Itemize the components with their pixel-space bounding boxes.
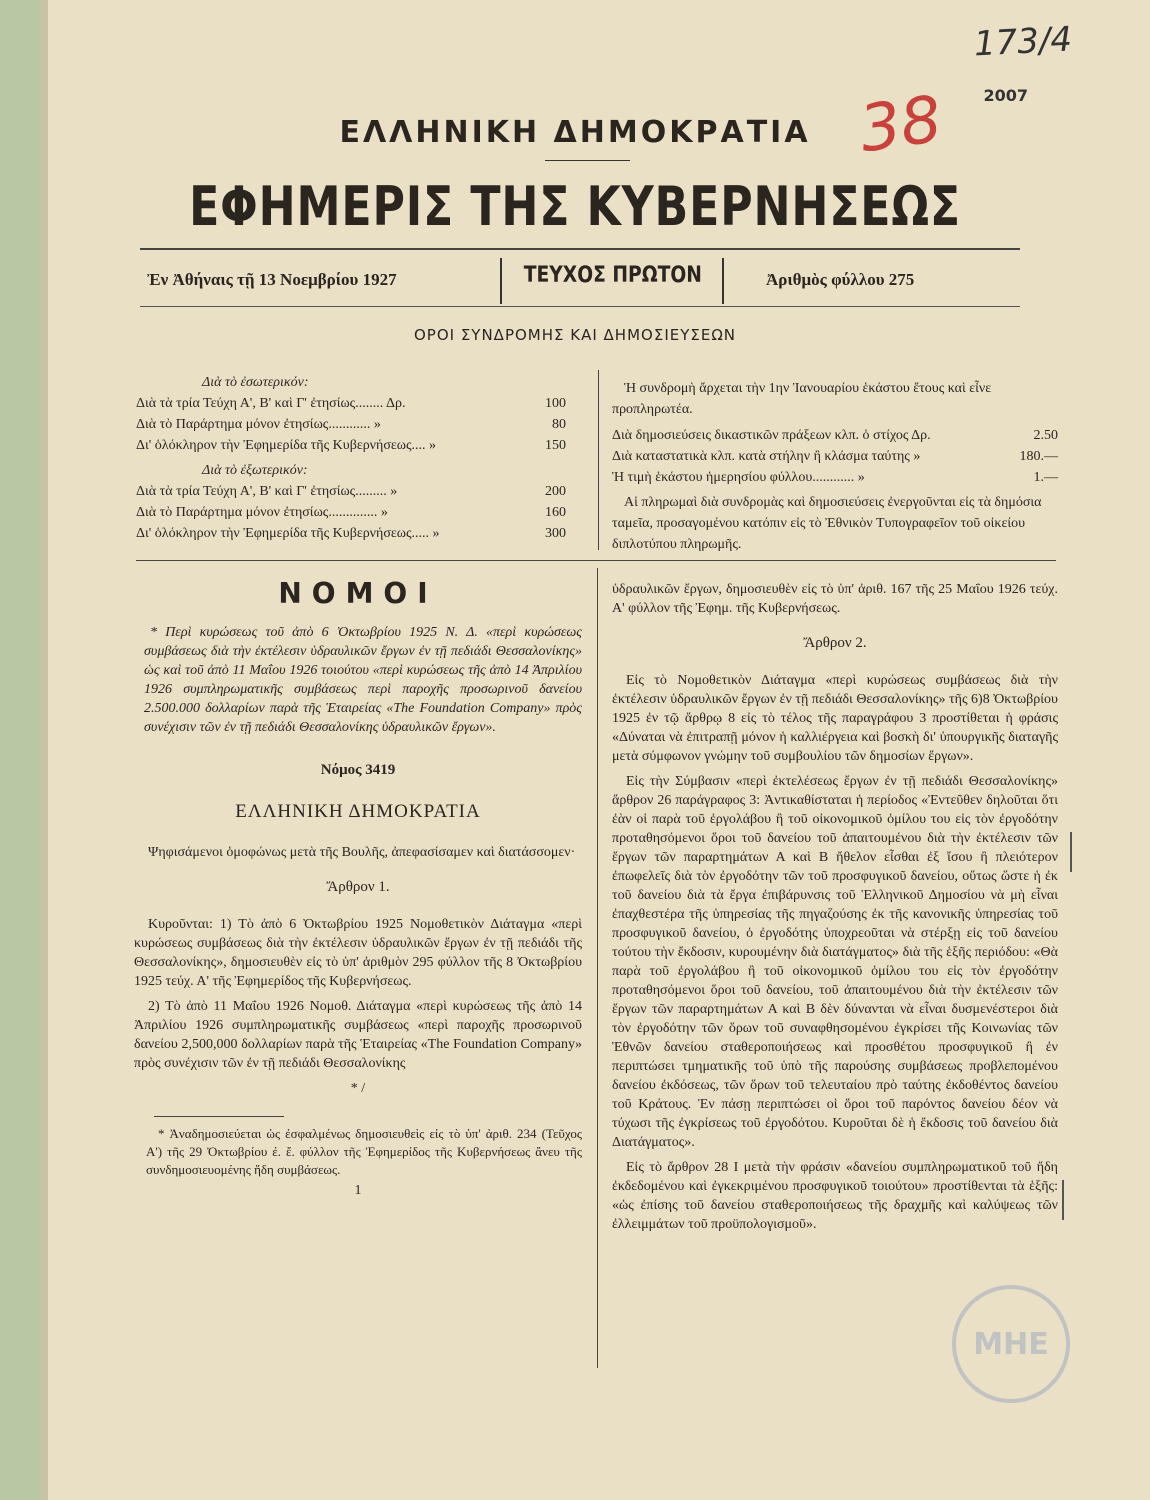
footnote: * Ἀναδημοσιεύεται ὡς ἐσφαλμένως δημοσιευθεὶς εἰς τὸ ὑπ' ἀριθ. 234 (Τεῦχος Α') τῆς 29 Ὀκτωβρίου ἐ. ἔ. φύλλον τῆς Ἐφημερίδος τῆς Κυβερνήσεως ἄνευ τῆς συνδημοσιευομένης ἤδη συμβάσεως. [146, 1126, 582, 1177]
terms-intro: Ἡ συνδρομὴ ἄρχεται τὴν 1ην Ἰανουαρίου ἑκάστου ἔτους καὶ εἶνε προπληρωτέα. [612, 381, 992, 417]
rate-label: Δι' ὁλόκληρον τὴν Ἐφημερίδα τῆς Κυβερνήσεως..... » [136, 526, 440, 541]
foreign-heading: Διὰ τὸ ἐξωτερικόν: [202, 463, 308, 478]
article-paragraph: Εἰς τὸ Νομοθετικὸν Διάταγμα «περὶ κυρώσεως συμβάσεως διὰ τὴν ἐκτέλεσιν ὑδραυλικῶν ἔργων ἐν τῇ πεδιάδι Θεσσαλονίκης» τῆς 6)8 Ὀκτωβρίου 1925 ἐν τῷ ἄρθρῳ 8 εἰς τὸ τέλος τῆς παραγράφου 3 προστίθεται ἡ φράσις «Δύναται νὰ ἐπιτραπῇ μόνον ἡ καλλιέργεια καὶ βοσκὴ δι' ὑπουργικῆς διαταγῆς μετὰ σύμφωνον γνώμην τοῦ συμβουλίου τῶν δημοσίων ἔργων». [612, 673, 1058, 764]
sheet-number: Ἀριθμὸς φύλλου 275 [766, 270, 915, 289]
fee-value: 180.— [1019, 449, 1058, 464]
rate-value: 150 [545, 438, 566, 453]
fee-row [612, 425, 1058, 446]
rate-label: Διὰ τὰ τρία Τεύχη Α', Β' καὶ Γ' ἐτησίως........ Δρ. [136, 396, 406, 411]
publication-terms [612, 378, 1058, 560]
column-divider [597, 568, 598, 1368]
article-paragraph: Κυροῦνται: 1) Τὸ ἀπὸ 6 Ὀκτωβρίου 1925 Νομοθετικὸν Διάταγμα «περὶ κυρώσεως συμβάσεως διὰ τὴν ἐκτέλεσιν ὑδραυλικῶν ἔργων ἐν τῇ πεδιάδι τῆς Θεσσαλονίκης», δημοσιευθὲν εἰς τὸ ὑπ' ἀριθμὸν 295 φύλλον τῆς 8 Ὀκτωβρίου 1925 τεύχ. Α' τῆς Ἐφημερίδος τῆς Κυβερνήσεως. [134, 917, 582, 989]
republic-heading: ΕΛΛΗΝΙΚΗ ΔΗΜΟΚΡΑΤΙΑ [339, 115, 811, 150]
archive-watermark-stamp: ΜΗΕ [952, 1285, 1070, 1403]
rate-row [136, 435, 566, 456]
fee-value: 2.50 [1033, 428, 1058, 443]
fee-value: 1.— [1033, 470, 1058, 485]
rate-row [136, 502, 566, 523]
rate-value: 200 [545, 484, 566, 499]
article-paragraph: 2) Τὸ ἀπὸ 11 Μαΐου 1926 Νομοθ. Διάταγμα «περὶ κυρώσεως τῆς ἀπὸ 14 Ἀπριλίου 1926 συμπληρωματικῆς συμβάσεως «περὶ παροχῆς προσωρινοῦ δανείου 2,500,000 δολλαρίων παρὰ τῆς Ἑταιρείας «The Foundation Company» πρὸς συνέχισιν τῶν ἐν τῇ πεδιάδι Θεσσαλονίκης [134, 999, 582, 1071]
rate-label: Διὰ τὸ Παράρτημα μόνον ἐτησίως.............. » [136, 505, 388, 520]
rate-value: 100 [545, 396, 566, 411]
issue-separator-left [500, 258, 502, 304]
binding-edge [40, 0, 48, 1500]
issue-type: ΤΕΥΧΟΣ ΠΡΩΤΟΝ [523, 263, 702, 288]
right-column [612, 580, 1058, 1240]
footnote-page-number: 1 [354, 1183, 362, 1198]
section-rule [136, 560, 1056, 561]
footnote-marker: * / [350, 1081, 366, 1096]
article-heading: Ἄρθρον 2. [803, 635, 867, 651]
law-summary-note: * Περὶ κυρώσεως τοῦ ἀπὸ 6 Ὀκτωβρίου 1925 Ν. Δ. «περὶ κυρώσεως συμβάσεως διὰ τὴν ἐκτέλεσιν ὑδραυλικῶν ἔργων ἐν τῇ πεδιάδι Θεσσαλονίκης» ὡς καὶ τοῦ ἀπὸ 11 Μαΐου 1926 τοιούτου «περὶ κυρώσεως τῆς ἀπὸ 14 Ἀπριλίου 1926 συμπληρωματικῆς συμβάσεως περὶ παροχῆς προσωρινοῦ δανείου 2.500.000 δολλαρίων παρὰ τῆς Ἑταιρείας «The Foundation Company» πρὸς συνέχισιν τῶν ἐν τῇ πεδιάδι Θεσσαλονίκης ὑδραυλικῶν ἔργων». [144, 625, 582, 735]
rate-value: 80 [552, 417, 566, 432]
rate-row [136, 481, 566, 502]
header-top-rule [140, 248, 1020, 250]
issue-date: Ἐν Ἀθήναις τῇ 13 Νοεμβρίου 1927 [147, 270, 397, 289]
handwritten-archive-number: 173/4 [973, 19, 1073, 65]
header-divider [545, 160, 630, 161]
fee-label: Διὰ καταστατικὰ κλπ. κατὰ στήλην ἢ κλάσμα ταύτης » [612, 449, 921, 464]
article-paragraph: Εἰς τὴν Σύμβασιν «περὶ ἐκτελέσεως ἔργων ἐν τῇ πεδιάδι Θεσσαλονίκης» ἄρθρον 26 παράγραφος 3: Ἀντικαθίσταται ἡ περίοδος «Ἐντεῦθεν δηλοῦται ὅτι ἐὰν οἱ παρὰ τοῦ ἐργολάβου ἢ τοῦ οἰκονομικοῦ ὁμίλου του εἰς τὸν ἐργοδότην προταθησόμενοι ὅροι τοῦ δανείου τοῦ ἀπαιτουμένου διὰ τὴν ἐκτέλεσιν τῶν ἔργων τῶν παραρτημάτων Α καὶ Β ἤθελον εἶσθαι ἐξ ἴσου ἢ πλειότερον ἐπωφελεῖς διὰ τὸν ἐργοδότην τῶν τοῦ προσφυγικοῦ δανείου, οὕτως ὥστε ἡ ἐκ τοῦ δανείου διὰ τὰ ἔργα ἐπιβάρυνσις τοῦ Ἑλληνικοῦ Δημοσίου νὰ μὴ εἶναι ἐπαχθεστέρα τῆς ὑπηρεσίας τῆς πηγαζούσης ἐκ τῆς κανονικῆς ὑπηρεσίας τοῦ προσφυγικοῦ δανείου, ὁ ἐργοδότης ὑποχρεοῦται νὰ στέρξῃ εἰς τοῦ δανείου τούτου τὴν ἔκδοσιν, κυρουμένην διὰ διατάγματος» διὰ τῆς ἑξῆς περιόδου: «Θὰ παρὰ τοῦ ἐργολάβου ἢ τοῦ οἰκονομικοῦ ὁμίλου του εἰς τὸν ἐργοδότην προταθησόμενοι ὅροι τοῦ δανείου, τοῦ ἀπαιτουμένου διὰ τὴν ἐκτέλεσιν τῶν ἔργων τῶν παραρτημάτων Α καὶ Β δὲν δύνανται νὰ εἶναι δυσμενέστεροι διὰ τὸν ἐργοδότην τῶν ὅρων τοῦ συναφθησομένου ἐγκρίσει τῆς Κοινωνίας τῶν Ἐθνῶν δανείου σταθεροποιήσεως καὶ προσθέτου προσφυγικοῦ ἢ ἐν περιπτώσει τμηματικῆς τοῦ ὑπὸ τῆς παρούσης συμβάσεως προβλεπομένου δανείου ἐκδόσεως, τῶν ὅρων τοῦ τελευταίου πρὸ ταύτης ἐκδοθέντος δανείου τοῦ Κράτους. Ἐν πάσῃ περιπτώσει οἱ ὅροι τοῦ παρόντος δανείου δέον νὰ τύχωσι τῆς ἐγκρίσεως τοῦ ἐργοδότου. Κυροῦται δὲ ἡ ἔκδοσις τοῦ δανείου διὰ Διατάγματος». [612, 774, 1058, 1150]
fee-label: Διὰ δημοσιεύσεις δικαστικῶν πράξεων κλπ. ὁ στίχος Δρ. [612, 428, 931, 443]
rate-label: Δι' ὁλόκληρον τὴν Ἐφημερίδα τῆς Κυβερνήσεως.... » [136, 438, 437, 453]
fee-row [612, 467, 1058, 488]
terms-outro: Αἱ πληρωμαὶ διὰ συνδρομὰς καὶ δημοσιεύσεις ἐνεργοῦνται εἰς τὰ δημόσια ταμεῖα, προσαγομένου κατόπιν εἰς τὸ Ἐθνικὸν Τυπογραφεῖον τοῦ οἰκείου διπλοτύπου πληρωμῆς. [612, 495, 1042, 552]
domestic-heading: Διὰ τὸ ἐσωτερικόν: [202, 375, 309, 390]
subscription-divider [598, 370, 599, 550]
article-heading: Ἄρθρον 1. [326, 879, 390, 895]
left-column [134, 578, 582, 1202]
subscription-rates [136, 372, 566, 544]
rate-label: Διὰ τὸ Παράρτημα μόνον ἐτησίως............ » [136, 417, 381, 432]
rate-value: 300 [545, 526, 566, 541]
subscription-title: ΟΡΟΙ ΣΥΝΔΡΟΜΗΣ ΚΑΙ ΔΗΜΟΣΙΕΥΣΕΩΝ [413, 326, 737, 344]
continued-paragraph: ὑδραυλικῶν ἔργων, δημοσιευθὲν εἰς τὸ ὑπ' ἀριθ. 167 τῆς 25 Μαΐου 1926 τεύχ. Α' φύλλον τῆς Ἐφημ. τῆς Κυβερνήσεως. [612, 582, 1058, 616]
red-handwritten-mark: 38 [855, 82, 947, 168]
gazette-title: ΕΦΗΜΕΡΙΣ ΤΗΣ ΚΥΒΕΡΝΗΣΕΩΣ [189, 175, 961, 238]
rate-row [136, 414, 566, 435]
law-republic-heading: ΕΛΛΗΝΙΚΗ ΔΗΜΟΚΡΑΤΙΑ [235, 801, 481, 822]
header-bottom-rule [140, 306, 1020, 307]
footnote-rule [154, 1116, 284, 1117]
rate-label: Διὰ τὰ τρία Τεύχη Α', Β' καὶ Γ' ἐτησίως......... » [136, 484, 398, 499]
margin-pencil-mark [1070, 832, 1082, 872]
rate-row [136, 393, 566, 414]
law-number: Νόμος 3419 [320, 762, 396, 778]
section-title: ΝΟΜΟΙ [278, 577, 438, 610]
page-number: 2007 [983, 86, 1028, 105]
issue-separator-right [722, 258, 724, 304]
rate-value: 160 [545, 505, 566, 520]
binding-strip [0, 0, 40, 1500]
margin-pencil-mark [1062, 1180, 1074, 1220]
fee-label: Ἡ τιμὴ ἑκάστου ἡμερησίου φύλλου............ » [612, 470, 865, 485]
preamble: Ψηφισάμενοι ὁμοφώνως μετὰ τῆς Βουλῆς, ἀπεφασίσαμεν καὶ διατάσσομεν· [148, 845, 576, 860]
article-paragraph: Εἰς τὸ ἄρθρον 28 I μετὰ τὴν φράσιν «δανείου συμπληρωματικοῦ τοῦ ἤδη ἐκδεδομένου καὶ ἐγκεκριμένου προσφυγικοῦ τοιούτου» προστίθενται τὰ ἑξῆς: «ὡς ἐπίσης τοῦ δανείου σταθεροποιήσεως τῆς δραχμῆς καὶ καλύψεως τῶν ἐλλειμμάτων τοῦ προϋπολογισμοῦ». [612, 1160, 1058, 1232]
fee-row [612, 446, 1058, 467]
rate-row [136, 523, 566, 544]
